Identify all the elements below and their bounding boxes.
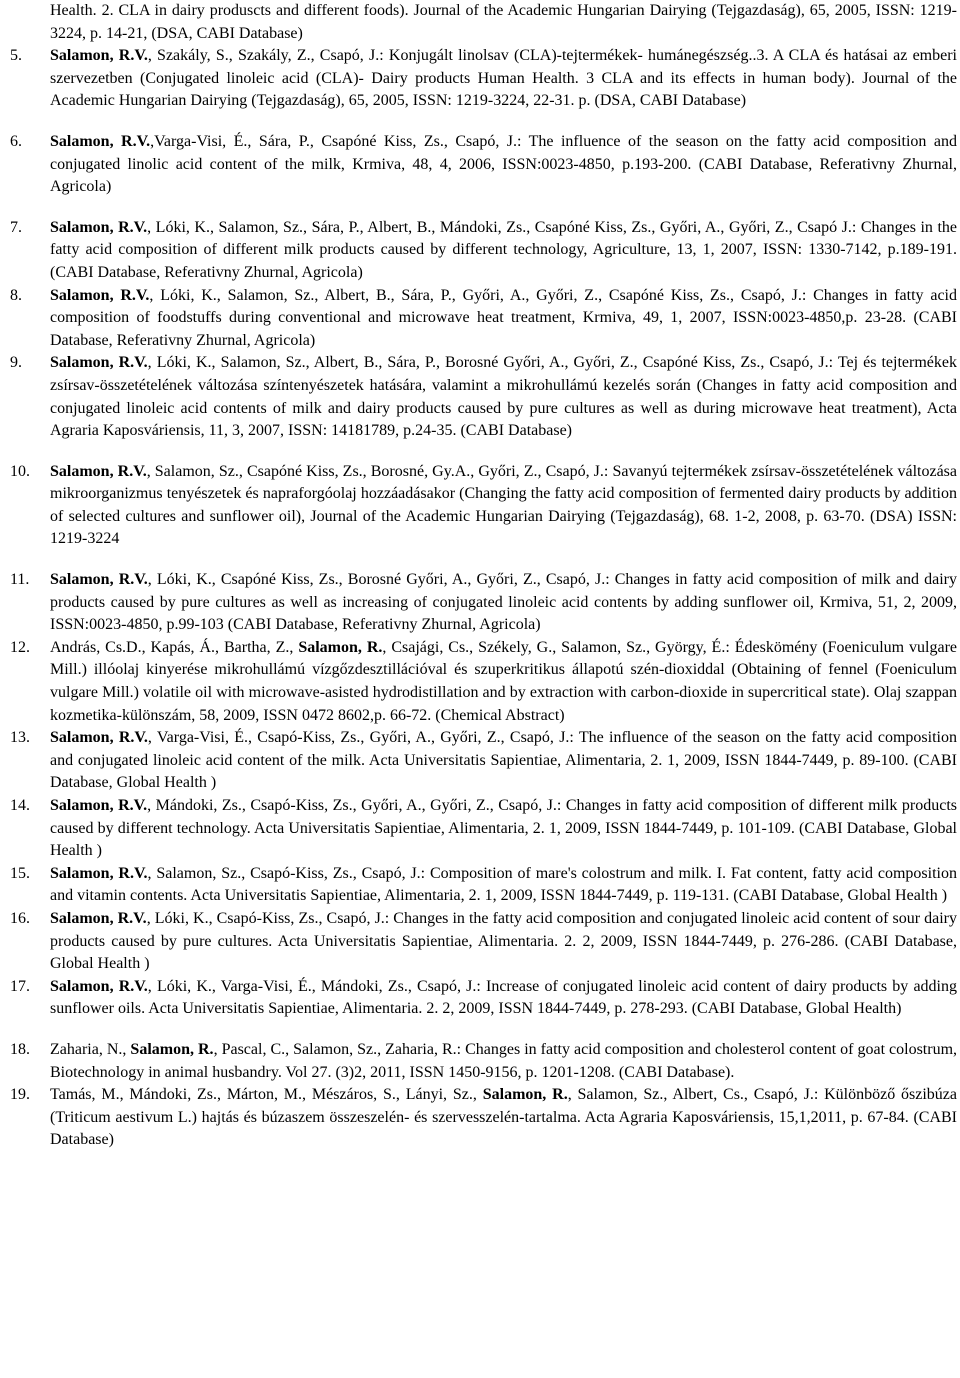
reference-text: , Lóki, K., Csapóné Kiss, Zs., Borosné Győri, A., Győri, Z., Csapó, J.: Changes in fatty acid composition of milk and dairy products caused by pure cultures as well as increasing of conjugated linoleic acid contents by adding sunflower oil, Krmiva, 51, 2, 2009, ISSN:0023-4850, p.99-103 (CABI Database, Referativny Zhurnal, Agricola) xyxy=(50,571,957,634)
reference-text: Health. 2. CLA in dairy produscts and different foods). Journal of the Academic Hungarian Dairying (Tejgazdaság), 65, 2005, ISSN: 1219-3224, p. 14-21, (DSA, CABI Database) xyxy=(50,2,957,42)
reference-body xyxy=(50,797,957,859)
reference-item xyxy=(10,1039,960,1084)
reference-number: 16. xyxy=(10,909,30,927)
reference-text: , Lóki, K., Salamon, Sz., Albert, B., Sára, P., Győri, A., Győri, Z., Csapóné Kiss, Zs., Csapó, J.: Changes in fatty acid composition of foodstuffs during conventional and microwave heat treatment, Krmiva, 49, 1, 2007, ISSN:0023-4850,p. 23-28. (CABI Database, Referativny Zhurnal, Agricola) xyxy=(50,286,957,349)
reference-text: , Csajági, Cs., Székely, G., Salamon, Sz., György, É.: Édeskömény (Foeniculum vulgare Mill.) illóolaj kinyerése mikrohullámú vízgőzdesztillációval és szuperkritikus állapotú szén-dioxiddal (Obtaining of fennel (Foeniculum vulgare Mill.) volatile oil with microwave-asisted hydrodistillation and by extraction with carbon-dioxide in supercritical state). Olaj szappan kozmetika-különszám, 58, 2009, ISSN 0472 8602,p. 66-72. (Chemical Abstract) xyxy=(50,638,958,724)
reference-author-bold: Salamon, R.V. xyxy=(50,729,148,747)
reference-number: 18. xyxy=(10,1040,30,1058)
reference-author-bold: Salamon, R.V. xyxy=(50,864,148,882)
reference-item xyxy=(10,0,960,45)
reference-number: 6. xyxy=(10,132,22,150)
reference-body xyxy=(50,2,957,42)
reference-body xyxy=(50,639,957,724)
reference-number: 13. xyxy=(10,729,30,747)
reference-text: , Salamon, Sz., Csapó-Kiss, Zs., Csapó, J.: Composition of mare's colostrum and milk. I. Fat content, fatty acid composition and vitamin contents. Acta Universitatis Sapientiae, Alimentaria, 2. 1, 2009, ISSN 1844-7449, p. 119-131. (CABI Database, Global Health ) xyxy=(50,864,957,905)
reference-authors-pre: Tamás, M., Mándoki, Zs., Márton, M., Mészáros, S., Lányi, Sz., xyxy=(50,1086,483,1104)
reference-text: , Varga-Visi, É., Csapó-Kiss, Zs., Győri, A., Győri, Z., Csapó, J.: The influence of the season on the fatty acid composition and conjugated linoleic acid content of the milk. Acta Universitatis Sapientiae, Alimentaria, 2. 1, 2009, ISSN 1844-7449, p. 89-100. (CABI Database, Global Health ) xyxy=(50,729,957,792)
reference-author-bold: Salamon, R.V. xyxy=(50,909,147,927)
reference-item xyxy=(10,976,960,1021)
reference-author-bold: Salamon, R.V. xyxy=(50,462,147,480)
reference-item xyxy=(10,908,960,976)
reference-number: 7. xyxy=(10,218,22,236)
reference-number: 19. xyxy=(10,1086,30,1104)
reference-body xyxy=(50,287,957,349)
reference-item xyxy=(10,727,960,795)
reference-body xyxy=(50,571,957,633)
reference-item xyxy=(10,569,960,637)
reference-number: 10. xyxy=(10,462,30,480)
reference-number: 17. xyxy=(10,977,30,995)
reference-text: , Salamon, Sz., Csapóné Kiss, Zs., Borosné, Gy.A., Győri, Z., Csapó, J.: Savanyú tejtermékek zsírsav-összetételének változása mikroorganizmus tenyészetek és napraforgóolaj hozzáadásakor (Changing the fatty acid composition of fermented dairy products by addition of selected cultures and sunflower oil), Journal of the Academic Hungarian Dairying (Tejgazdaság), 68. 1-2, 2008, p. 63-70. (DSA) ISSN: 1219-3224 xyxy=(50,462,957,548)
reference-body xyxy=(50,47,957,109)
reference-item xyxy=(10,285,960,353)
reference-body xyxy=(50,729,957,791)
reference-body xyxy=(50,354,957,439)
reference-text: , Szakály, S., Szakály, Z., Csapó, J.: Konjugált linolsav (CLA)-tejtermékek- humánegészség..3. A CLA és hatásai az emberi szervezetben (Conjugated linoleic acid (CLA)- Dairy products Human Health. 3 CLA and its effects in human body). Journal of the Academic Hungarian Dairying (Tejgazdaság), 65, 2005, ISSN: 1219-3224, 22-31. p. (DSA, CABI Database) xyxy=(50,47,958,110)
reference-number: 5. xyxy=(10,47,22,65)
reference-text: , Salamon, Sz., Albert, Cs., Csapó, J.: Különböző őszibúza (Triticum aestivum L.) hajtás és búzaszem összeszelén- és szervesszelén-tartalma. Acta Agraria Kaposváriensis, 15,1,2011, p. 67-84. (CABI Database) xyxy=(50,1086,958,1149)
reference-text: ,Varga-Visi, É., Sára, P., Csapóné Kiss, Zs., Csapó, J.: The influence of the season on the fatty acid composition and conjugated linolic acid content of the milk, Krmiva, 48, 4, 2006, ISSN:0023-4850, p.193-200. (CABI Database, Referativny Zhurnal, Agricola) xyxy=(50,132,957,196)
reference-number: 8. xyxy=(10,286,22,304)
reference-number: 9. xyxy=(10,354,22,372)
reference-text: , Pascal, C., Salamon, Sz., Zaharia, R.: Changes in fatty acid composition and cholesterol content of goat colostrum, Biotechnology in animal husbandry. Vol 27. (3)2, 2011, ISSN 1450-9156, p. 1201-1208. (CABI Database). xyxy=(50,1040,958,1081)
reference-list xyxy=(10,0,960,1152)
reference-body xyxy=(50,1041,957,1081)
reference-body xyxy=(50,865,957,905)
reference-body xyxy=(50,463,957,548)
reference-body xyxy=(50,910,957,972)
reference-text: , Lóki, K., Salamon, Sz., Sára, P., Albert, B., Mándoki, Zs., Csapóné Kiss, Zs., Győri, A., Győri, Z., Csapó J.: Changes in the fatty acid composition of different milk products caused by different technology, Agriculture, 13, 1, 2007, ISSN: 1330-7142, p.189-191. (CABI Database, Referativny Zhurnal, Agricola) xyxy=(50,218,957,281)
reference-author-bold: Salamon, R.V. xyxy=(50,218,148,236)
reference-number: 12. xyxy=(10,638,30,656)
reference-number: 14. xyxy=(10,797,30,814)
reference-item xyxy=(10,1084,960,1152)
reference-number: 15. xyxy=(10,864,30,882)
reference-item xyxy=(10,131,960,199)
reference-author-bold: Salamon, R. xyxy=(130,1040,214,1058)
reference-author-bold: Salamon, R.V. xyxy=(50,354,148,372)
reference-authors-pre: Zaharia, N., xyxy=(50,1040,131,1058)
reference-item xyxy=(10,461,960,551)
reference-text: , Lóki, K., Salamon, Sz., Albert, B., Sára, P., Borosné Győri, A., Győri, Z., Csapóné Kiss, Zs., Csapó, J.: Tej és tejtermékek zsírsav-összetételének változása színtenyészetek hatására, valamint a mikrohullámú kezelés során (Changes in fatty acid composition and conjugated linoleic acid contents of milk and dairy products caused by pure cultures as well as during microwave heat treatment), Acta Agraria Kaposváriensis, 11, 3, 2007, ISSN: 14181789, p.24-35. (CABI Database) xyxy=(50,354,957,440)
reference-text: , Lóki, K., Varga-Visi, É., Mándoki, Zs., Csapó, J.: Increase of conjugated linoleic acid content of dairy products by adding sunflower oils. Acta Universitatis Sapientiae, Alimentaria. 2. 2, 2009, ISSN 1844-7449, p. 278-293. (CABI Database, Global Health) xyxy=(50,977,957,1018)
reference-item xyxy=(10,863,960,908)
reference-text: , Mándoki, Zs., Csapó-Kiss, Zs., Győri, A., Győri, Z., Csapó, J.: Changes in fatty acid composition of different milk products caused by different technology. Acta Universitatis Sapientiae, Alimentaria, 2. 1, 2009, ISSN 1844-7449, p. 101-109. (CABI Database, Global Health ) xyxy=(50,797,957,860)
reference-body xyxy=(50,219,957,281)
reference-item xyxy=(10,217,960,285)
reference-number: 11. xyxy=(10,571,30,589)
reference-item xyxy=(10,637,960,727)
reference-author-bold: Salamon, R.V. xyxy=(50,797,148,814)
reference-authors-pre: András, Cs.D., Kapás, Á., Bartha, Z., xyxy=(50,638,299,656)
reference-author-bold: Salamon, R. xyxy=(482,1086,568,1104)
reference-item xyxy=(10,45,960,113)
reference-item xyxy=(10,795,960,863)
reference-text: , Lóki, K., Csapó-Kiss, Zs., Csapó, J.: Changes in the fatty acid composition and conjugated linoleic acid content of sour dairy products caused by pure cultures. Acta Universitatis Sapientiae, Alimentaria. 2. 2, 2009, ISSN 1844-7449, p. 276-286. (CABI Database, Global Health ) xyxy=(50,909,957,973)
reference-body xyxy=(50,978,957,1018)
reference-item xyxy=(10,352,960,442)
reference-body xyxy=(50,133,957,195)
reference-author-bold: Salamon, R.V. xyxy=(50,571,148,589)
reference-author-bold: Salamon, R.V. xyxy=(50,977,148,995)
reference-author-bold: Salamon, R.V. xyxy=(50,132,151,150)
reference-author-bold: Salamon, R. xyxy=(298,638,383,656)
reference-author-bold: Salamon, R.V. xyxy=(50,286,150,304)
reference-author-bold: Salamon, R.V. xyxy=(50,47,148,65)
reference-body xyxy=(50,1086,957,1148)
